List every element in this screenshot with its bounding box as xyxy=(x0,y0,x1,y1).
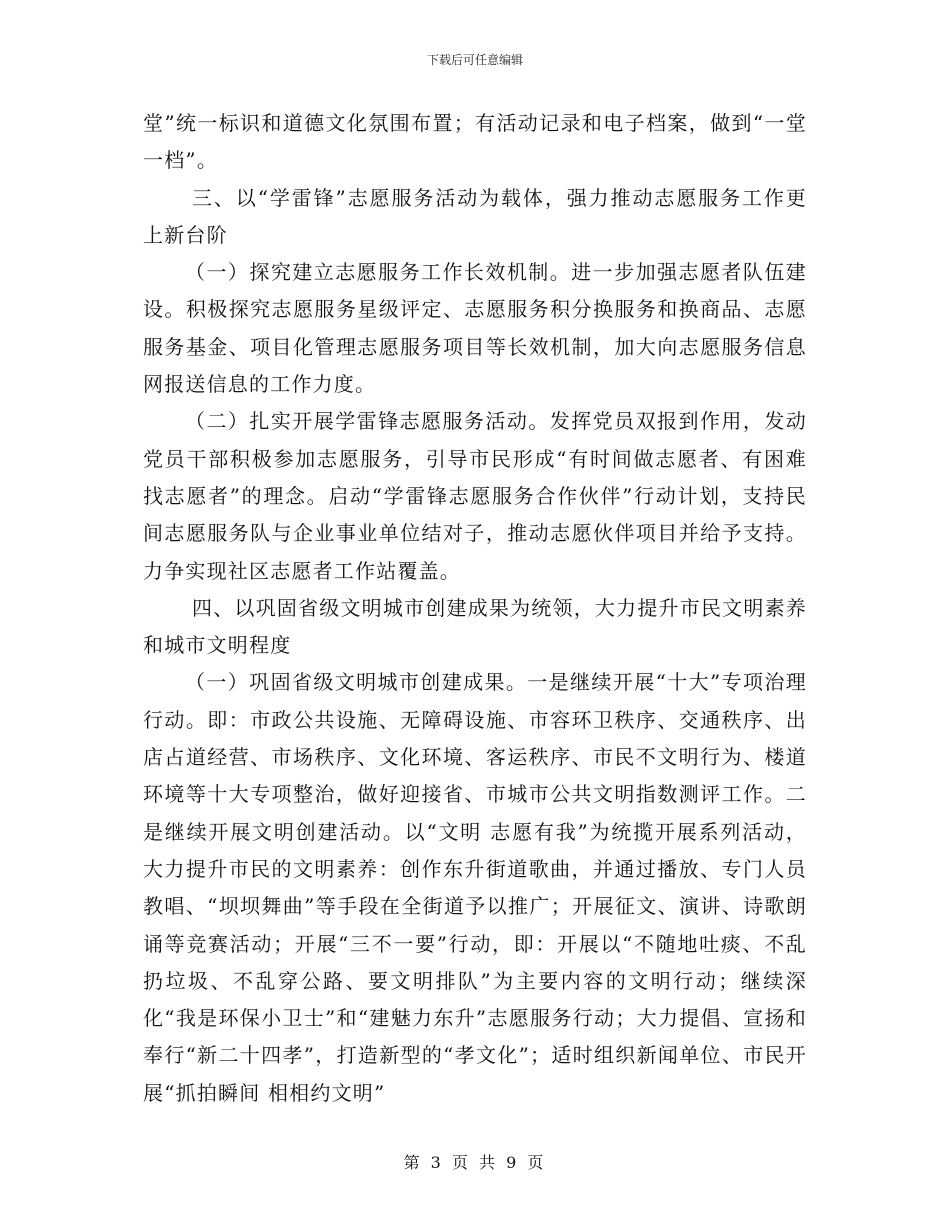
section-heading-3: 三、以“学雷锋”志愿服务活动为载体，强力推动志愿服务工作更上新台阶 xyxy=(143,185,807,247)
page-header: 下载后可任意编辑 xyxy=(426,53,523,67)
paragraph-continuation: 堂”统一标识和道德文化氛围布置；有活动记录和电子档案，做到“一堂一档”。 xyxy=(143,111,807,173)
document-body xyxy=(143,105,807,1112)
page-number-footer: 第 3 页 共 9 页 xyxy=(403,1153,547,1172)
subsection-3-2: （二）扎实开展学雷锋志愿服务活动。发挥党员双报到作用，发动党员干部积极参加志愿服务，引导市民形成“有时间做志愿者、有困难找志愿者”的理念。启动“学雷锋志愿服务合作伙伴”行动计划，支持民间志愿服务队与企业事业单位结对子，推动志愿伙伴项目并给予支持。力争实现社区志愿者工作站覆盖。 xyxy=(143,409,807,583)
subsection-3-1: （一）探究建立志愿服务工作长效机制。进一步加强志愿者队伍建设。积极探究志愿服务星级评定、志愿服务积分换服务和换商品、志愿服务基金、项目化管理志愿服务项目等长效机制，加大向志愿服务信息网报送信息的工作力度。 xyxy=(143,260,807,397)
subsection-4-1: （一）巩固省级文明城市创建成果。一是继续开展“十大”专项治理行动。即：市政公共设施、无障碍设施、市容环卫秩序、交通秩序、出店占道经营、市场秩序、文化环境、客运秩序、市民不文明行为、楼道环境等十大专项整治，做好迎接省、市城市公共文明指数测评工作。二是继续开展文明创建活动。以“文明 志愿有我”为统揽开展系列活动，大力提升市民的文明素养：创作东升街道歌曲，并通过播放、专门人员教唱、“坝坝舞曲”等手段在全街道予以推广；开展征文、演讲、诗歌朗诵等竞赛活动；开展“三不一要”行动，即：开展以“不随地吐痰、不乱扔垃圾、不乱穿公路、要文明排队”为主要内容的文明行动；继续深化“我是环保小卫士”和“建魅力东升”志愿服务行动；大力提倡、宣扬和奉行“新二十四孝”，打造新型的“孝文化”；适时组织新闻单位、市民开展“抓拍瞬间 相相约文明” xyxy=(143,670,807,1105)
section-heading-4: 四、以巩固省级文明城市创建成果为统领，大力提升市民文明素养和城市文明程度 xyxy=(143,595,807,658)
